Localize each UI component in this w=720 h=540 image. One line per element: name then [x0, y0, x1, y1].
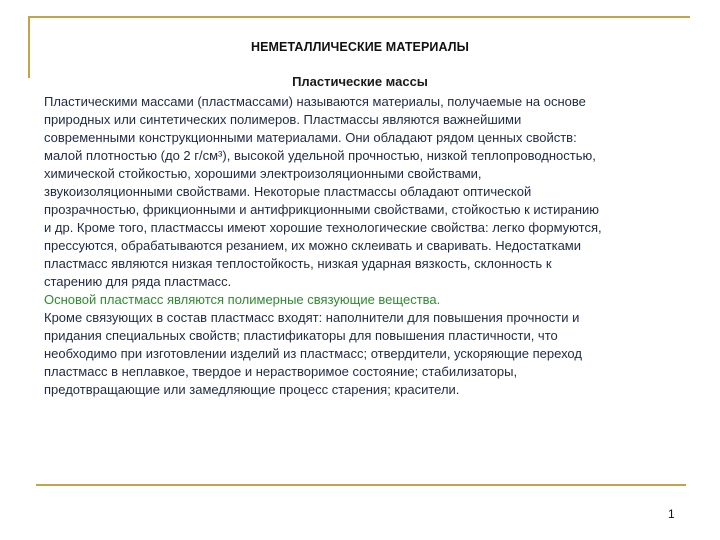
paragraph-line: и др. Кроме того, пластмассы имеют хорошие технологические свойства: легко формуются,	[44, 220, 602, 235]
paragraph2-line: Кроме связующих в состав пластмасс входят: наполнители для повышения прочности и	[44, 310, 580, 325]
paragraph-line: прессуются, обрабатываются резанием, их можно склеивать и сваривать. Недостатками	[44, 238, 582, 253]
highlight-line: Основой пластмасс являются полимерные связующие вещества.	[44, 292, 441, 307]
paragraph2-line: предотвращающие или замедляющие процесс старения; красители.	[44, 382, 460, 397]
paragraph-line: малой плотностью (до 2 г/см³), высокой удельной прочностью, низкой теплопроводностью,	[44, 148, 596, 163]
section-heading: Пластические массы	[292, 74, 428, 89]
page-number: 1	[668, 507, 675, 521]
slide-frame-top-rule	[28, 16, 690, 18]
footer-rule	[36, 484, 686, 486]
paragraph-line: современными конструкционными материалами. Они обладают рядом ценных свойств:	[44, 130, 577, 145]
paragraph-line: химической стойкостью, хорошими электроизоляционными свойствами,	[44, 166, 482, 181]
paragraph-line: природных или синтетических полимеров. Пластмассы являются важнейшими	[44, 112, 522, 127]
paragraph2-line: пластмасс в неплавкое, твердое и нерастворимое состояние; стабилизаторы,	[44, 364, 518, 379]
paragraph2-line: придания специальных свойств; пластификаторы для повышения пластичности, что	[44, 328, 558, 343]
slide-title: НЕМЕТАЛЛИЧЕСКИЕ МАТЕРИАЛЫ	[250, 40, 470, 54]
paragraph-line: пластмасс являются низкая теплостойкость, низкая ударная вязкость, склонность к	[44, 256, 552, 271]
paragraph-line: прозрачностью, фрикционными и антифрикционными свойствами, стойкостью к истиранию	[44, 202, 600, 217]
paragraph-line: старению для ряда пластмасс.	[44, 274, 232, 289]
paragraph-line: Пластическими массами (пластмассами) называются материалы, получаемые на основе	[44, 94, 586, 109]
paragraph-line: звукоизоляционными свойствами. Некоторые пластмассы обладают оптической	[44, 184, 532, 199]
body-text	[44, 93, 694, 399]
paragraph2-line: необходимо при изготовлении изделий из пластмасс; отвердители, ускоряющие переход	[44, 346, 582, 361]
